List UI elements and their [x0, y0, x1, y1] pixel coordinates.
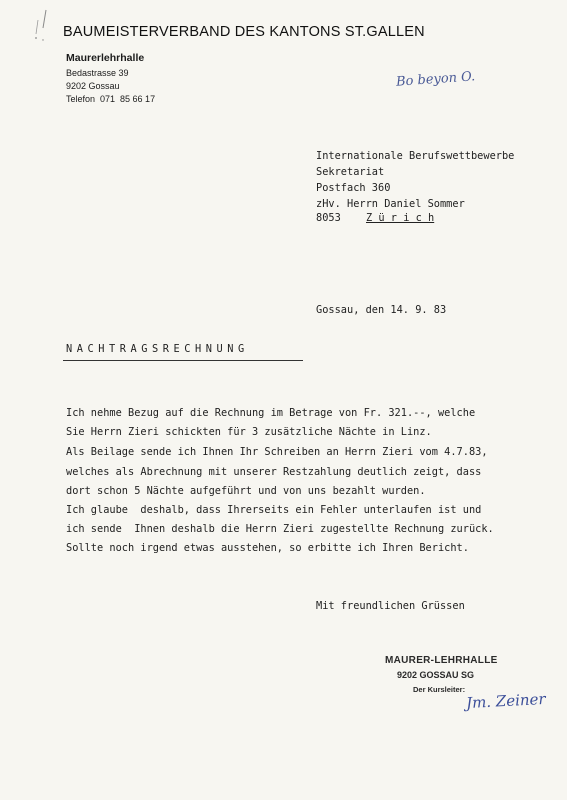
handwritten-note: Bo beyon O. — [395, 69, 476, 90]
closing: Mit freundlichen Grüssen — [316, 600, 465, 612]
recipient-line2: Sekretariat — [316, 166, 385, 178]
recipient-line1: Internationale Berufswettbewerbe — [316, 150, 515, 162]
subject-heading: NACHTRAGSRECHNUNG — [66, 343, 249, 355]
letterhead-city: 9202 Gossau — [66, 81, 120, 91]
stamp-line1: MAURER-LEHRHALLE — [385, 655, 498, 666]
body-line: Als Beilage sende ich Ihnen Ihr Schreiben an Herrn Zieri vom 4.7.83, — [66, 446, 488, 458]
letterhead-phone: Telefon 071 85 66 17 — [66, 94, 156, 104]
body-line: ich sende Ihnen deshalb die Herrn Zieri zugestellte Rechnung zurück. — [66, 523, 494, 535]
signature: Jm. Zeiner — [465, 689, 546, 713]
body-line: Ich glaube deshalb, dass Ihrerseits ein Fehler unterlaufen ist und — [66, 504, 482, 516]
recipient-line4: zHv. Herrn Daniel Sommer — [316, 198, 465, 210]
letterhead-street: Bedastrasse 39 — [66, 68, 129, 78]
body-line: Sollte noch irgend etwas ausstehen, so erbitte ich Ihren Bericht. — [66, 542, 469, 554]
margin-marks-decoration — [24, 6, 54, 46]
subject-underline — [63, 360, 303, 361]
stamp-line2: 9202 GOSSAU SG — [397, 670, 475, 680]
stamp-line3: Der Kursleiter: — [413, 685, 466, 694]
recipient-line3: Postfach 360 — [316, 182, 391, 194]
letterhead-organization: BAUMEISTERVERBAND DES KANTONS ST.GALLEN — [63, 24, 425, 40]
body-line: Ich nehme Bezug auf die Rechnung im Betrage von Fr. 321.--, welche — [66, 407, 476, 419]
date-line: Gossau, den 14. 9. 83 — [316, 304, 447, 316]
recipient-postcode: 8053 — [316, 212, 341, 224]
body-line: Sie Herrn Zieri schickten für 3 zusätzliche Nächte in Linz. — [66, 426, 432, 438]
letterhead-name: Maurerlehrhalle — [66, 52, 145, 64]
body-line: welches als Abrechnung mit unserer Restzahlung deutlich zeigt, dass — [66, 466, 482, 478]
body-line: dort schon 5 Nächte aufgeführt und von uns bezahlt wurden. — [66, 485, 426, 497]
recipient-city: Z ü r i c h — [366, 212, 435, 224]
